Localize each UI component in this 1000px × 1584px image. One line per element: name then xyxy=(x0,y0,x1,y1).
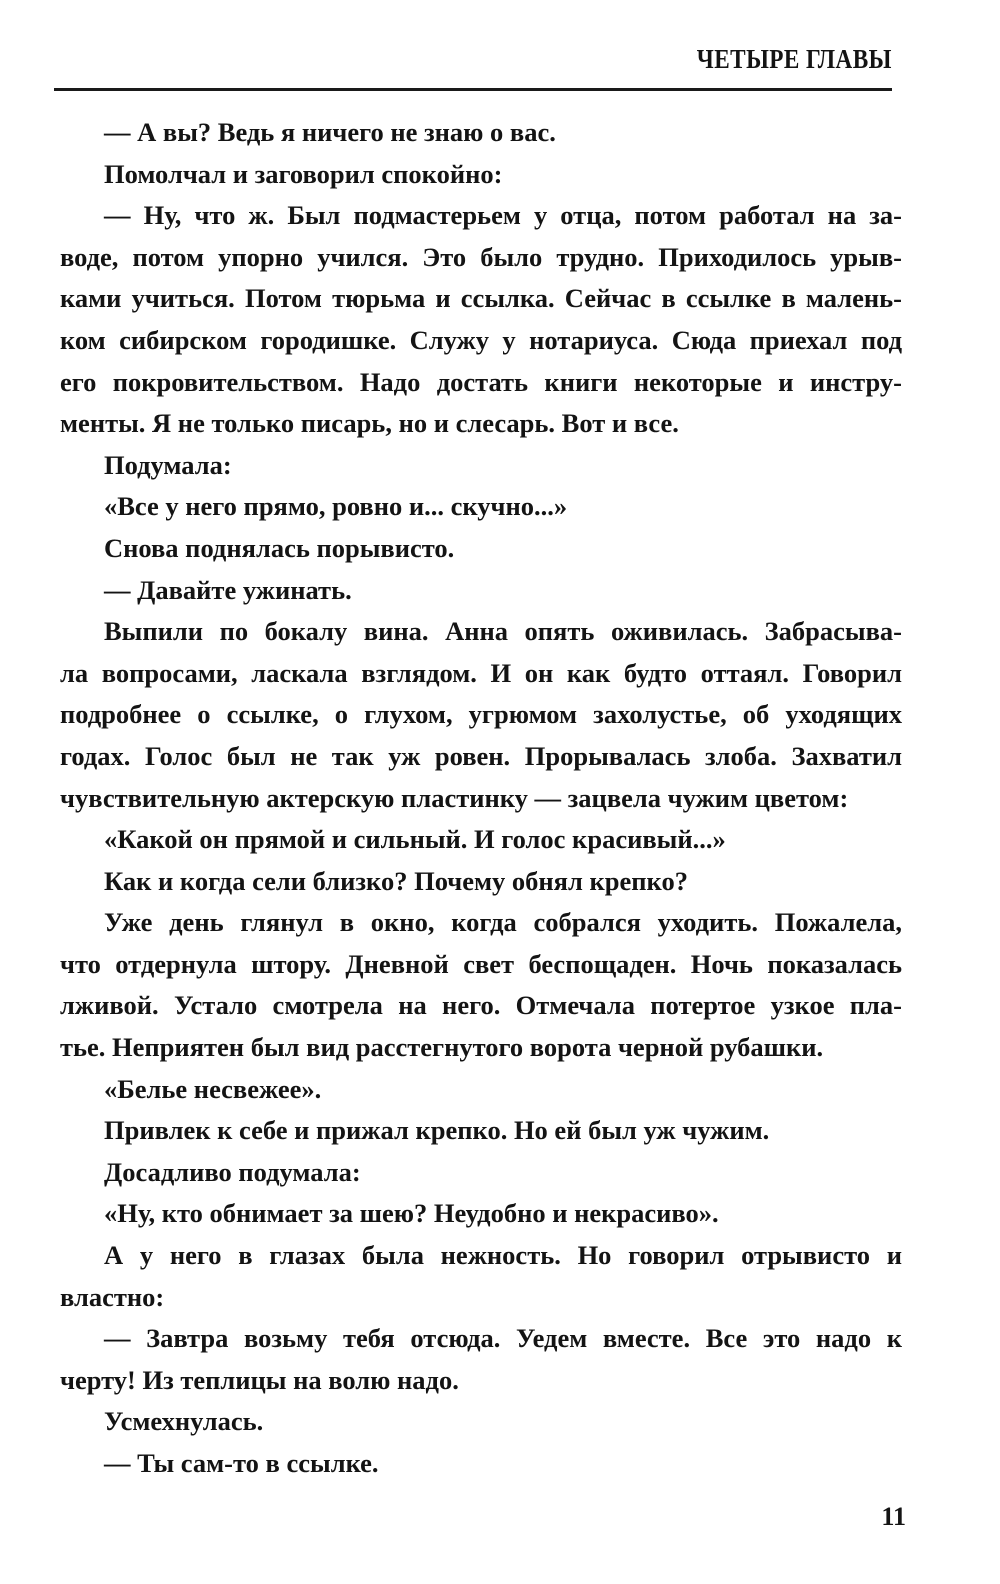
text-line: тье. Неприятен был вид расстегнутого ворота черной рубашки. xyxy=(60,1032,824,1063)
text-line: — Ну, что ж. Был подмастерьем у отца, потом работал на за- xyxy=(104,200,902,231)
text-line: Досадливо подумала: xyxy=(104,1156,361,1187)
text-line: Уже день глянул в окно, когда собрался уходить. Пожалела, xyxy=(104,907,902,938)
text-line: Как и когда сели близко? Почему обнял крепко? xyxy=(104,865,688,896)
text-line: ками учиться. Потом тюрьма и ссылка. Сейчас в ссылке в малень- xyxy=(60,283,902,314)
text-line: его покровительством. Надо достать книги некоторые и инстру- xyxy=(60,366,902,397)
body-text xyxy=(60,112,902,1485)
text-line: Привлек к себе и прижал крепко. Но ей был уж чужим. xyxy=(104,1115,770,1146)
text-line: — А вы? Ведь я ничего не знаю о вас. xyxy=(104,117,556,147)
text-line: что отдернула штору. Дневной свет беспощаден. Ночь показалась xyxy=(60,948,902,979)
text-line: ла вопросами, ласкала взглядом. И он как будто оттаял. Говорил xyxy=(60,657,902,688)
text-line: Подумала: xyxy=(104,449,232,480)
text-line: «Все у него прямо, ровно и... скучно...» xyxy=(104,491,568,522)
text-line: — Давайте ужинать. xyxy=(104,574,352,605)
text-line: подробнее о ссылке, о глухом, угрюмом захолустье, об уходящих xyxy=(60,699,902,730)
header-rule xyxy=(54,88,892,91)
page-number: 11 xyxy=(881,1502,906,1531)
text-line: Выпили по бокалу вина. Анна опять оживилась. Забрасыва- xyxy=(104,616,902,647)
text-line: ком сибирском городишке. Служу у нотариуса. Сюда приехал под xyxy=(60,324,902,355)
text-line: воде, потом упорно учился. Это было трудно. Приходилось урыв- xyxy=(60,241,902,272)
text-line: Снова поднялась порывисто. xyxy=(104,532,455,563)
text-line: Помолчал и заговорил спокойно: xyxy=(104,158,503,189)
text-line: менты. Я не только писарь, но и слесарь. Вот и все. xyxy=(60,408,679,439)
text-line: — Ты сам-то в ссылке. xyxy=(104,1448,379,1478)
text-line: черту! Из теплицы на волю надо. xyxy=(60,1364,459,1395)
text-line: — Завтра возьму тебя отсюда. Уедем вместе. Все это надо к xyxy=(104,1323,902,1354)
text-line: «Белье несвежее». xyxy=(104,1073,322,1104)
text-line: лживой. Устало смотрела на него. Отмечала потертое узкое пла- xyxy=(60,990,902,1021)
text-line: чувствительную актерскую пластинку — зацвела чужим цветом: xyxy=(60,782,849,813)
text-line: Усмехнулась. xyxy=(104,1406,264,1437)
text-line: «Ну, кто обнимает за шею? Неудобно и некрасиво». xyxy=(104,1198,719,1229)
text-line: «Какой он прямой и сильный. И голос красивый...» xyxy=(104,824,726,855)
text-line: А у него в глазах была нежность. Но говорил отрывисто и xyxy=(104,1240,902,1271)
text-line: властно: xyxy=(60,1281,165,1312)
text-line: годах. Голос был не так уж ровен. Прорывалась злоба. Захватил xyxy=(60,740,902,771)
running-title: ЧЕТЫРЕ ГЛАВЫ xyxy=(696,44,892,74)
